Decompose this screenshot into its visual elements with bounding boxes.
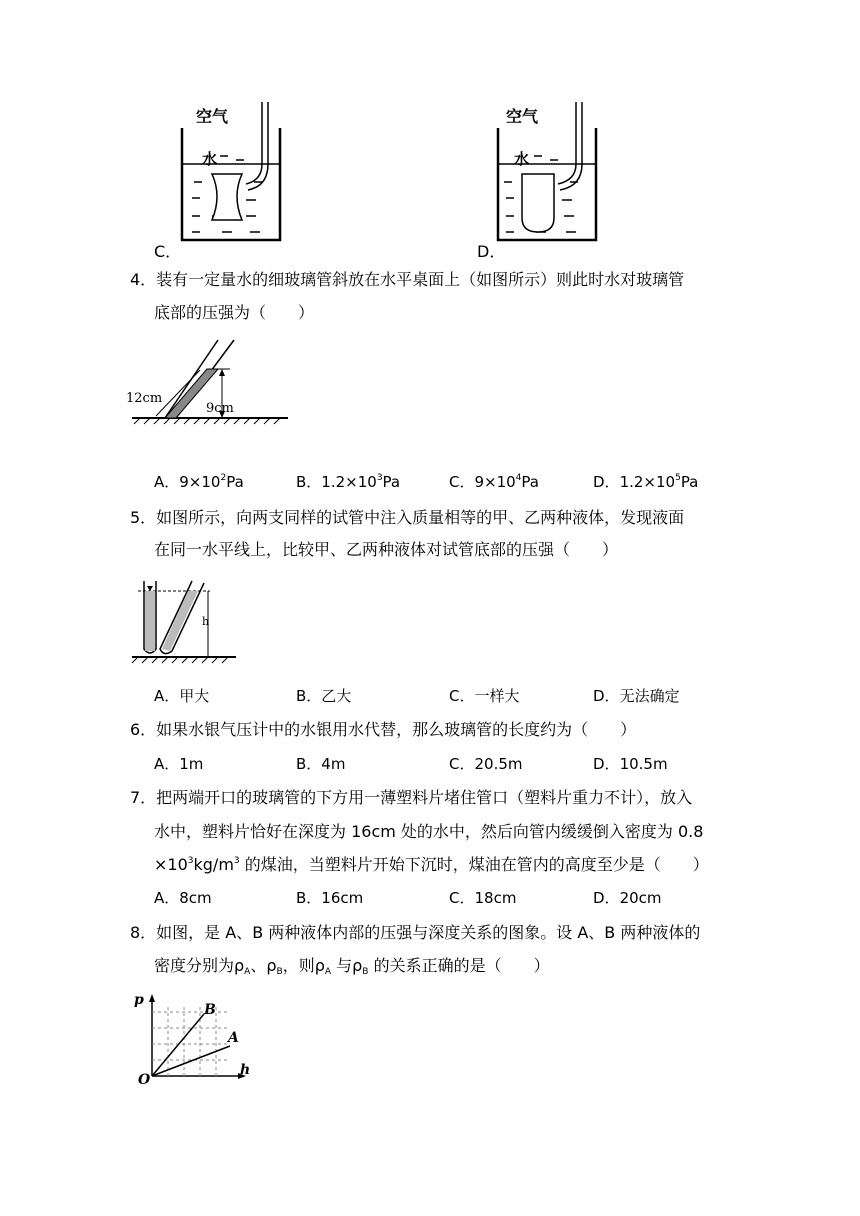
q7-option-a-text: 8cm (179, 889, 212, 907)
q8-line2-part-b: 、ρ (250, 956, 277, 975)
q4-option-a[interactable] (154, 472, 244, 492)
q4-option-a-unit: Pa (226, 473, 244, 491)
q6-stem-line1: 6．如果水银气压计中的水银用水代替，那么玻璃管的长度约为（ ） (130, 720, 637, 739)
figure-c-air-label: 空气 (196, 107, 229, 126)
q7-line3-part-a: ×10 (154, 855, 188, 874)
q7-stem-line3 (154, 855, 709, 875)
q4-figure (126, 338, 290, 424)
q8-graph (130, 990, 256, 1086)
q8-graph-x-label: h (240, 1062, 251, 1078)
q4-stem-line2: 底部的压强为（ ） (154, 303, 315, 322)
q6-option-a[interactable] (154, 754, 203, 774)
q7-option-c[interactable] (449, 888, 516, 908)
q8-graph-y-label: p (134, 992, 144, 1008)
q5-stem-line2: 在同一水平线上，比较甲、乙两种液体对试管底部的压强（ ） (154, 540, 619, 559)
q4-option-d-exp: 5 (675, 473, 681, 483)
q4-option-c-unit: Pa (521, 473, 539, 491)
q4-option-b-unit: Pa (382, 473, 401, 491)
q7-option-a-label: A． (154, 889, 180, 907)
q6-option-a-label: A． (154, 755, 180, 773)
q4-height-label: 9cm (206, 401, 234, 416)
q6-option-b-text: 4m (321, 755, 346, 773)
q7-option-a[interactable] (154, 888, 212, 908)
q5-option-a[interactable] (154, 686, 209, 706)
q5-option-d[interactable] (593, 686, 680, 706)
q5-option-d-label: D． (593, 687, 620, 705)
figure-c (176, 98, 288, 244)
q5-option-b[interactable] (296, 686, 351, 706)
figure-d-water-label: 水 (514, 150, 530, 168)
q4-option-d-base: 1.2×10 (619, 473, 676, 491)
figure-d (492, 98, 604, 244)
q4-option-d[interactable] (593, 472, 698, 492)
q7-option-b-text: 16cm (321, 889, 364, 907)
q5-stem-line1: 5．如图所示，向两支同样的试管中注入质量相等的甲、乙两种液体，发现液面 (130, 508, 685, 527)
q8-stem-line1: 8．如图，是 A、B 两种液体内部的压强与深度关系的图象。设 A、B 两种液体的 (130, 923, 701, 942)
q4-option-b-label: B． (296, 473, 322, 491)
q8-line2-sub-b: B (276, 967, 283, 977)
q7-line3-part-c: 的煤油，当塑料片开始下沉时，煤油在管内的高度至少是（ ） (239, 855, 709, 874)
q8-graph-line-a-label: A (228, 1030, 239, 1046)
q5-option-d-text: 无法确定 (619, 687, 680, 705)
q7-line3-part-b: kg/m (193, 855, 234, 874)
q6-option-a-text: 1m (179, 755, 204, 773)
q8-line2-sub-a2: A (324, 967, 332, 977)
q6-option-b-label: B． (296, 755, 322, 773)
q7-line3-exp2: 3 (233, 856, 240, 866)
q7-option-b[interactable] (296, 888, 363, 908)
q8-line2-part-a: 密度分别为ρ (154, 956, 245, 975)
q5-option-b-label: B． (296, 687, 322, 705)
q7-option-d-text: 20cm (619, 889, 662, 907)
q8-graph-line-b-label: B (204, 1002, 216, 1018)
q4-stem-line1: 4．装有一定量水的细玻璃管斜放在水平桌面上（如图所示）则此时水对玻璃管 (130, 270, 685, 289)
q5-option-a-label: A． (154, 687, 180, 705)
q4-option-a-label: A． (154, 473, 180, 491)
q4-option-a-exp: 2 (220, 473, 227, 483)
q8-line2-part-d: 与ρ (331, 956, 363, 975)
q6-option-c-label: C． (449, 755, 475, 773)
q7-option-c-label: C． (449, 889, 475, 907)
q8-line2-part-e: 的关系正确的是（ ） (368, 956, 550, 975)
q8-stem-line2 (154, 956, 550, 976)
q4-option-c[interactable] (449, 472, 539, 492)
q4-option-c-exp: 4 (515, 473, 522, 483)
q6-option-d-text: 10.5m (619, 755, 668, 773)
q4-option-d-label: D． (593, 473, 620, 491)
q6-option-d-label: D． (593, 755, 620, 773)
q7-option-c-text: 18cm (474, 889, 517, 907)
q5-option-a-text: 甲大 (179, 687, 210, 705)
q4-option-b[interactable] (296, 472, 400, 492)
q6-option-b[interactable] (296, 754, 345, 774)
q4-option-c-label: C． (449, 473, 475, 491)
q4-option-b-base: 1.2×10 (321, 473, 377, 491)
q7-option-d[interactable] (593, 888, 662, 908)
figure-c-water-label: 水 (202, 150, 218, 168)
q7-stem-line1: 7．把两端开口的玻璃管的下方用一薄塑料片堵住管口（塑料片重力不计），放入 (130, 788, 693, 807)
q8-line2-part-c: ，则ρ (282, 956, 325, 975)
q5-height-label: h (202, 615, 210, 628)
q7-stem-line2: 水中，塑料片恰好在深度为 16cm 处的水中，然后向管内缓缓倒入密度为 0.8 (154, 822, 704, 841)
q5-option-c-label: C． (449, 687, 475, 705)
figure-d-option-label: D． (477, 242, 506, 261)
figure-c-option-label: C． (154, 242, 182, 261)
q8-line2-sub-a: A (244, 967, 251, 977)
q6-option-c-text: 20.5m (474, 755, 523, 773)
q7-option-d-label: D． (593, 889, 620, 907)
q7-line3-exp1: 3 (187, 856, 194, 866)
q6-option-c[interactable] (449, 754, 523, 774)
q4-option-b-exp: 3 (376, 473, 383, 483)
q4-length-label: 12cm (126, 391, 163, 406)
q7-option-b-label: B． (296, 889, 322, 907)
q8-line2-sub-b2: B (362, 967, 369, 977)
q5-option-c[interactable] (449, 686, 520, 706)
q8-graph-origin: O (138, 1072, 151, 1088)
q5-figure (130, 579, 238, 663)
q6-option-d[interactable] (593, 754, 668, 774)
q5-option-b-text: 乙大 (321, 687, 352, 705)
q4-option-d-unit: Pa (680, 473, 699, 491)
q4-option-c-base: 9×10 (474, 473, 516, 491)
figure-d-air-label: 空气 (506, 107, 539, 126)
q4-option-a-base: 9×10 (179, 473, 221, 491)
q5-option-c-text: 一样大 (474, 687, 520, 705)
